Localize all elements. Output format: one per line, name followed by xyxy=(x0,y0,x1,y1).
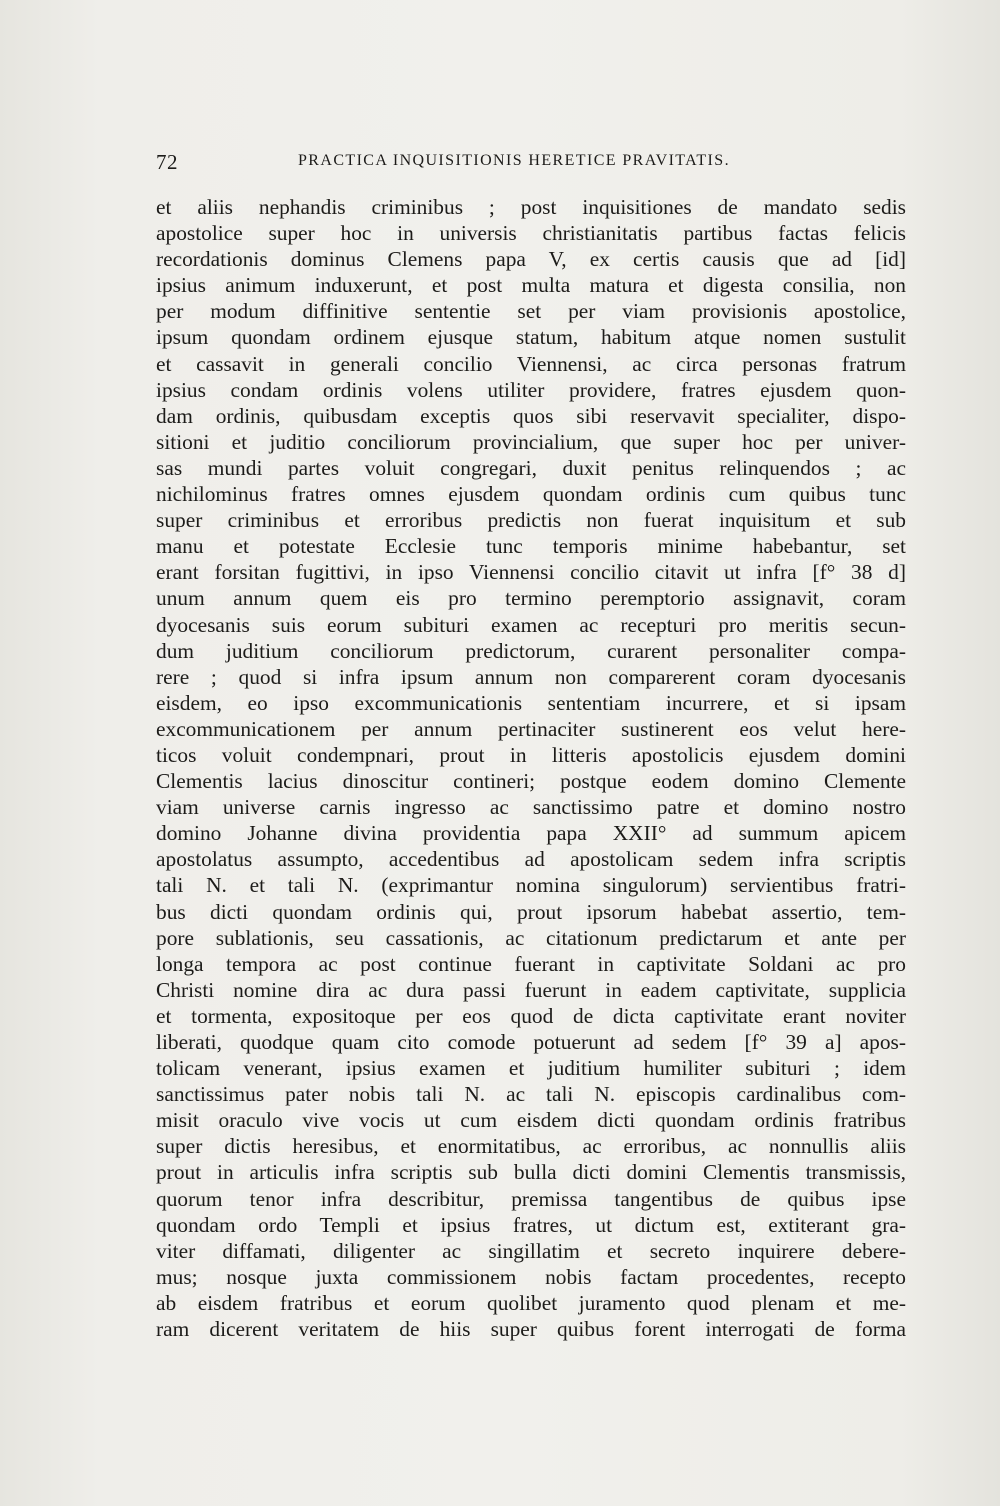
text-line: dyocesanis suis eorum subituri examen ac recepturi pro meritis secun- xyxy=(156,612,906,637)
text-line: super criminibus et erroribus predictis non fuerat inquisitum et sub xyxy=(156,508,906,533)
text-line: manu et potestate Ecclesie tunc temporis minime habebantur, set xyxy=(156,534,906,559)
text-line: tali N. et tali N. (exprimantur nomina singulorum) servientibus fratri- xyxy=(156,873,906,898)
text-line: et tormenta, expositoque per eos quod de dicta captivitate erant noviter xyxy=(156,1003,906,1028)
text-line: super dictis heresibus, et enormitatibus, ac erroribus, ac nonnullis aliis xyxy=(156,1134,906,1159)
text-line: ipsius condam ordinis volens utiliter providere, fratres ejusdem quon- xyxy=(156,377,906,402)
text-line xyxy=(156,1342,906,1368)
text-line: sas mundi partes voluit congregari, duxit penitus relinquendos ; ac xyxy=(156,455,906,480)
text-line: domino Johanne divina providentia papa XXII° ad summum apicem xyxy=(156,821,906,846)
text-line: prout in articulis infra scriptis sub bulla dicti domini Clementis transmissis, xyxy=(156,1160,906,1185)
text-line: apostolatus assumpto, accedentibus ad apostolicam sedem infra scriptis xyxy=(156,847,906,872)
text-line: nichilominus fratres omnes ejusdem quondam ordinis cum quibus tunc xyxy=(156,482,906,507)
text-line: ticos voluit condempnari, prout in litteris apostolicis ejusdem domini xyxy=(156,742,906,767)
text-line: dam ordinis, quibusdam exceptis quos sibi reservavit specialiter, dispo- xyxy=(156,403,906,428)
text-line: unum annum quem eis pro termino peremptorio assignavit, coram xyxy=(156,586,906,611)
text-line: sanctissimus pater nobis tali N. ac tali N. episcopis cardinalibus com- xyxy=(156,1082,906,1107)
text-line: ipsum quondam ordinem ejusque statum, habitum atque nomen sustulit xyxy=(156,325,906,350)
text-line: mus; nosque juxta commissionem nobis factam procedentes, recepto xyxy=(156,1264,906,1289)
text-line: Clementis lacius dinoscitur contineri; postque eodem domino Clemente xyxy=(156,769,906,794)
text-line: quorum tenor infra describitur, premissa tangentibus de quibus ipse xyxy=(156,1186,906,1211)
text-line: ab eisdem fratribus et eorum quolibet juramento quod plenam et me- xyxy=(156,1290,906,1315)
page-number: 72 xyxy=(156,150,178,174)
text-line: viter diffamati, diligenter ac singillatim et secreto inquirere debere- xyxy=(156,1238,906,1263)
text-line: misit oraculo vive vocis ut cum eisdem dicti quondam ordinis fratribus xyxy=(156,1108,906,1133)
text-line: rere ; quod si infra ipsum annum non comparerent coram dyocesanis xyxy=(156,664,906,689)
body-paragraph xyxy=(156,194,906,1394)
text-line: eisdem, eo ipso excommunicationis sententiam incurrere, et si ipsam xyxy=(156,690,906,715)
text-line: bus dicti quondam ordinis qui, prout ipsorum habebat assertio, tem- xyxy=(156,899,906,924)
text-line: Christi nomine dira ac dura passi fuerunt in eadem captivitate, supplicia xyxy=(156,977,906,1002)
text-line: tolicam venerant, ipsius examen et juditium humiliter subituri ; idem xyxy=(156,1056,906,1081)
text-line: apostolice super hoc in universis christianitatis partibus factas felicis xyxy=(156,221,906,246)
text-line xyxy=(156,1368,906,1394)
text-line: dum juditium conciliorum predictorum, curarent personaliter compa- xyxy=(156,638,906,663)
page-header xyxy=(156,150,906,180)
text-line: per modum diffinitive sententie set per viam provisionis apostolice, xyxy=(156,299,906,324)
running-title: PRACTICA INQUISITIONIS HERETICE PRAVITATIS. xyxy=(298,152,730,169)
text-line: erant forsitan fugittivi, in ipso Viennensi concilio citavit ut infra [f° 38 d] xyxy=(156,560,906,585)
text-line: viam universe carnis ingresso ac sanctissimo patre et domino nostro xyxy=(156,795,906,820)
text-line: ram dicerent veritatem de hiis super quibus forent interrogati de forma xyxy=(156,1317,906,1342)
text-line: longa tempora ac post continue fuerant in captivitate Soldani ac pro xyxy=(156,951,906,976)
text-line: excommunicationem per annum pertinaciter sustinerent eos velut here- xyxy=(156,716,906,741)
text-line: liberati, quodque quam cito comode potuerunt ad sedem [f° 39 a] apos- xyxy=(156,1030,906,1054)
text-line: ipsius animum induxerunt, et post multa matura et digesta consilia, non xyxy=(156,273,906,298)
text-line: quondam ordo Templi et ipsius fratres, ut dictum est, extiterant gra- xyxy=(156,1212,906,1237)
text-line: pore sublationis, seu cassationis, ac citationum predictarum et ante per xyxy=(156,925,906,950)
text-line: sitioni et juditio conciliorum provincialium, que super hoc per univer- xyxy=(156,429,906,454)
text-line: et aliis nephandis criminibus ; post inquisitiones de mandato sedis xyxy=(156,195,906,219)
text-line: et cassavit in generali concilio Viennensi, ac circa personas fratrum xyxy=(156,351,906,376)
text-line: recordationis dominus Clemens papa V, ex certis causis que ad [id] xyxy=(156,247,906,272)
